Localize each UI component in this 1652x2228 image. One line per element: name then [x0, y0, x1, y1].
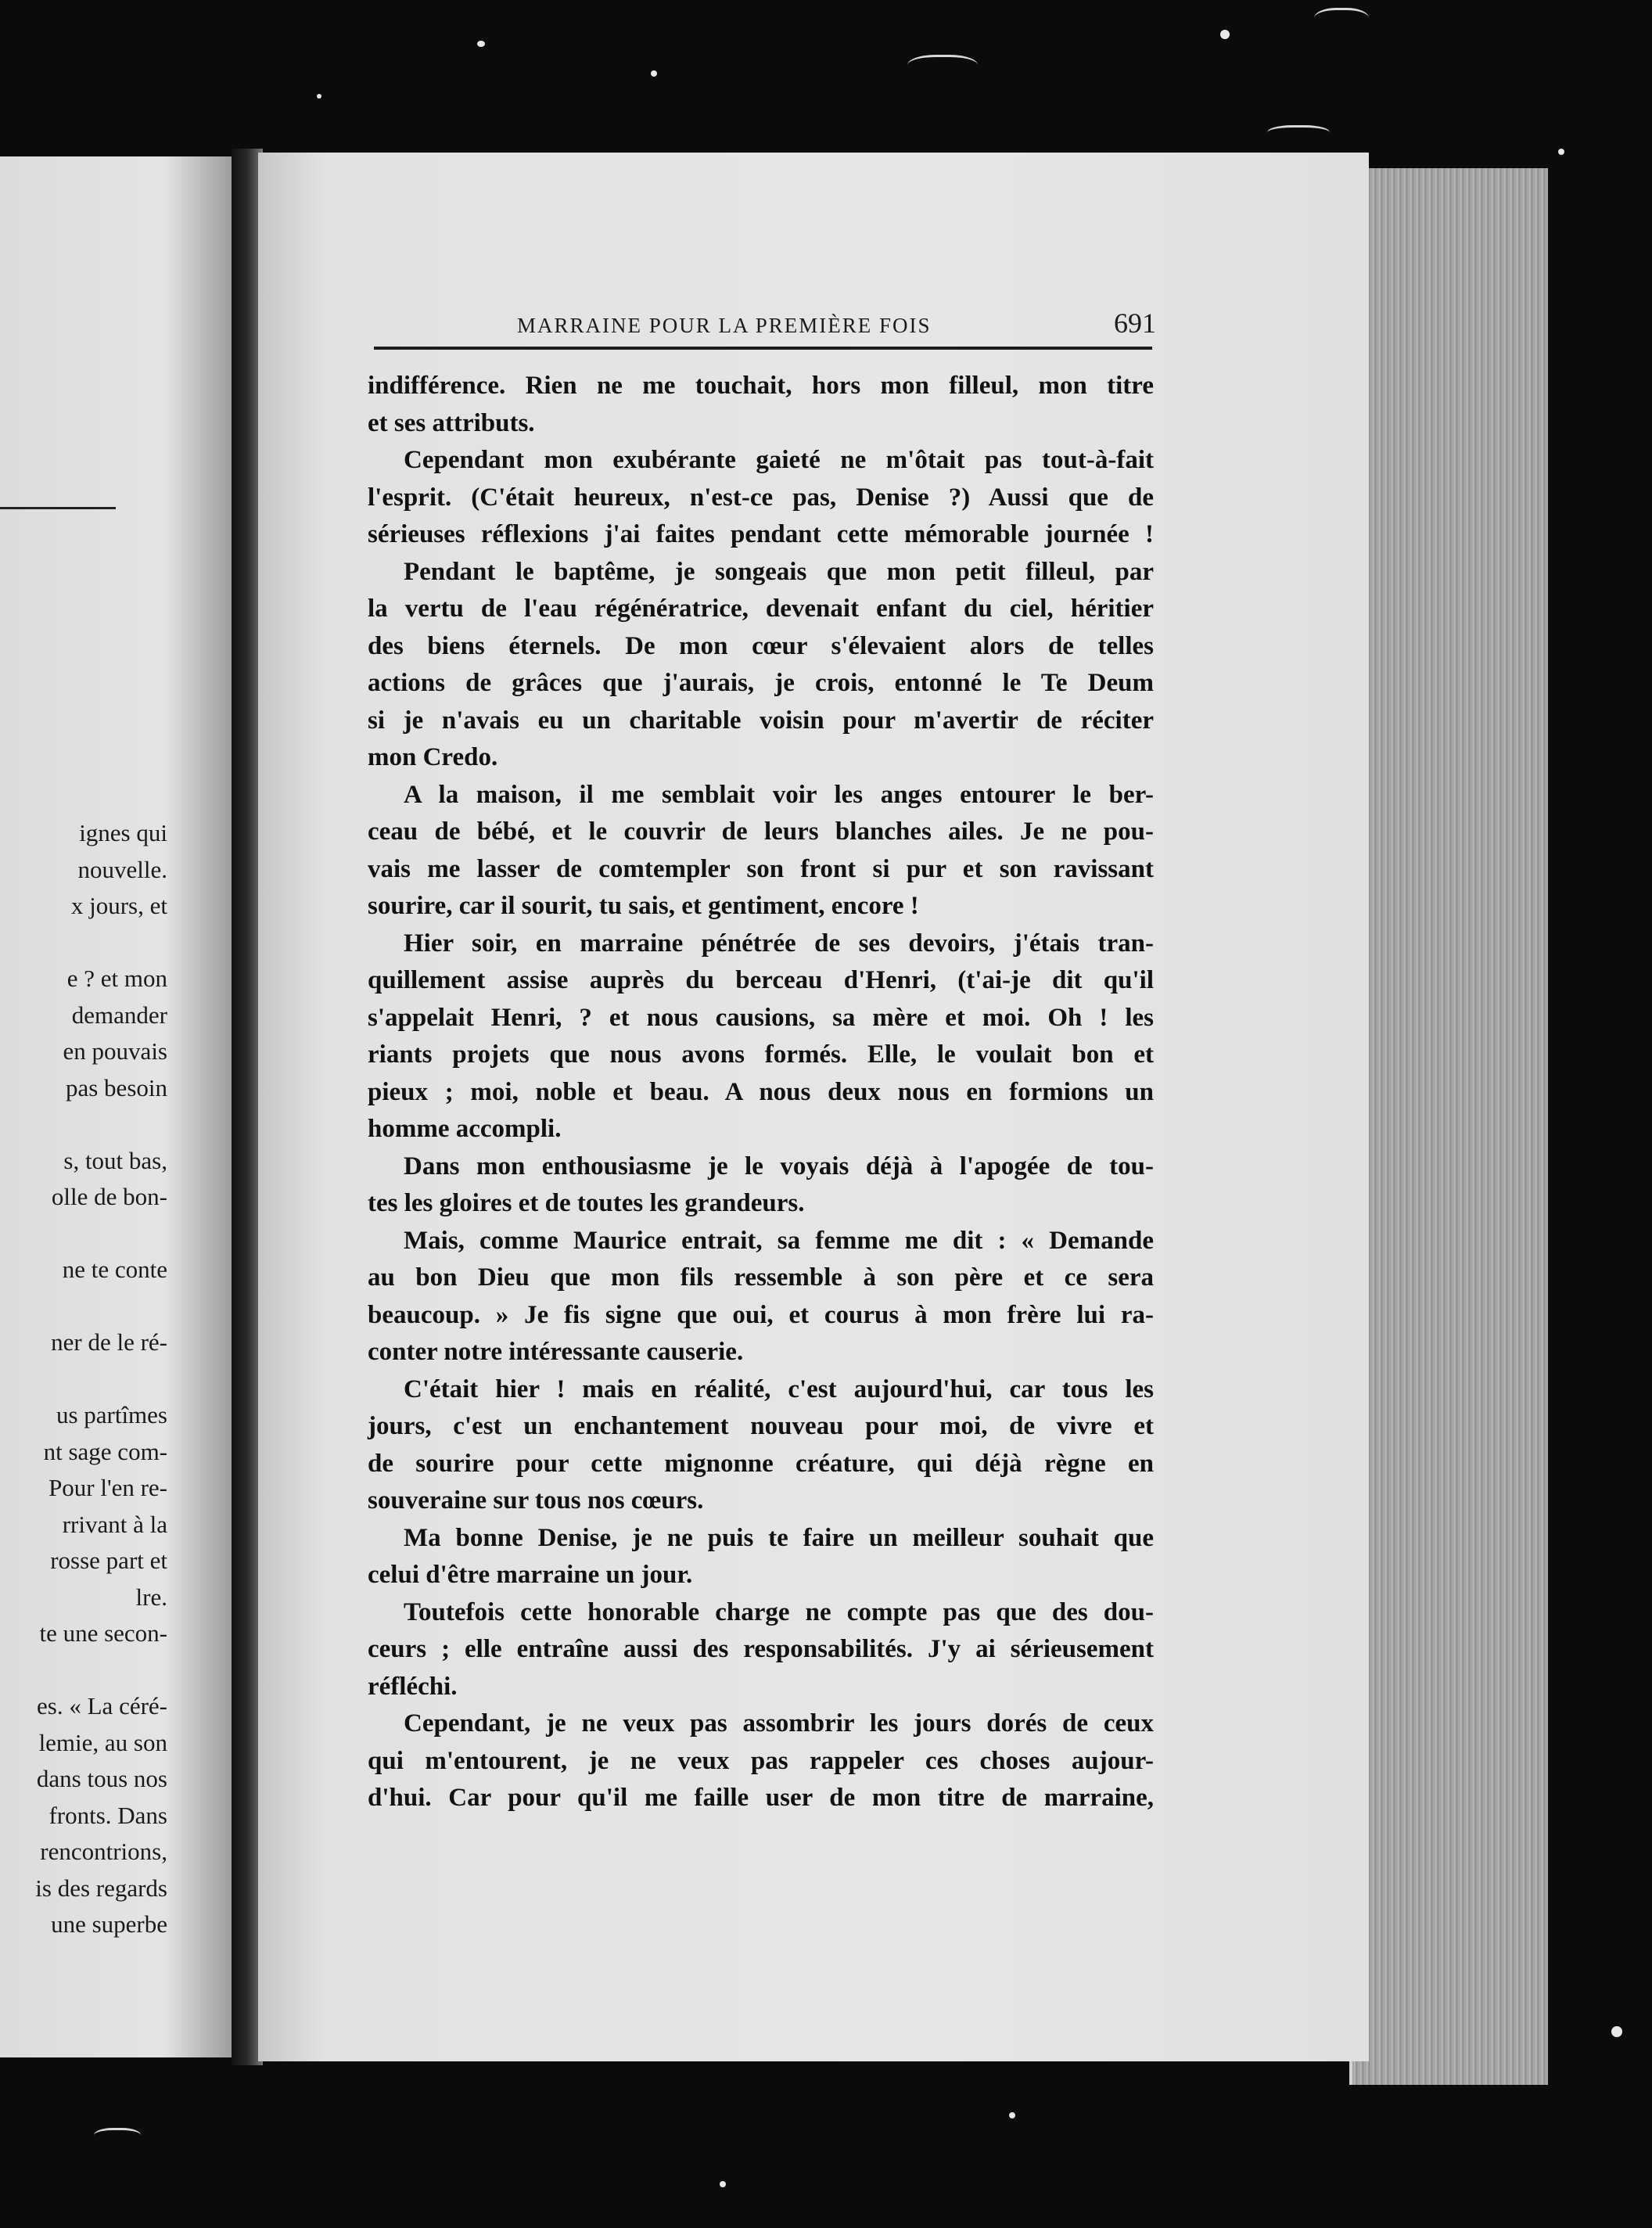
text-line: nt sage com-	[43, 1437, 167, 1465]
text-line: l'esprit. (C'était heureux, n'est-ce pas, Denise ?) Aussi que de	[368, 483, 1154, 512]
previous-page-header-rule	[0, 507, 116, 509]
text-line: jours, c'est un enchantement nouveau pour moi, de vivre et	[368, 1412, 1154, 1440]
text-line: souveraine sur tous nos cœurs.	[368, 1486, 704, 1515]
text-line: la vertu de l'eau régénératrice, devenait enfant du ciel, héritier	[368, 595, 1154, 623]
film-dust-speck	[1009, 2112, 1015, 2118]
film-scratch	[1267, 125, 1330, 143]
text-line: Ma bonne Denise, je ne puis te faire un meilleur souhait que	[404, 1523, 1154, 1552]
text-line: ignes qui	[79, 819, 167, 846]
text-line: ner de le ré-	[51, 1328, 167, 1356]
text-line	[35, 925, 167, 961]
text-line: de sourire pour cette mignonne créature, qui déjà règne en	[368, 1449, 1154, 1478]
text-line: C'était hier ! mais en réalité, c'est aujourd'hui, car tous les	[404, 1375, 1154, 1403]
text-line: is des regards	[35, 1874, 167, 1902]
text-line: A la maison, il me semblait voir les anges entourer le ber-	[404, 780, 1154, 809]
text-line: rrivant à la	[62, 1510, 167, 1538]
previous-page	[0, 156, 235, 2057]
text-line: des biens éternels. De mon cœur s'élevaient alors de telles	[368, 631, 1154, 660]
text-line: es. « La céré-	[37, 1692, 167, 1720]
text-line: et ses attributs.	[368, 408, 535, 437]
text-line: si je n'avais eu un charitable voisin pour m'avertir de réciter	[368, 706, 1154, 735]
text-line: celui d'être marraine un jour.	[368, 1561, 693, 1589]
text-line: x jours, et	[70, 892, 167, 919]
text-line: ceurs ; elle entraîne aussi des responsabilités. J'y ai sérieusement	[368, 1635, 1154, 1663]
text-line: fronts. Dans	[48, 1801, 167, 1829]
film-dust-speck	[477, 41, 485, 47]
text-line	[35, 1216, 167, 1252]
film-dust-speck	[651, 70, 657, 77]
text-line: qui m'entourent, je ne veux pas rappeler ces choses aujour-	[368, 1746, 1154, 1775]
text-line: quillement assise auprès du berceau d'Henri, (t'ai-je dit qu'il	[368, 966, 1154, 994]
text-line: mon Credo.	[368, 743, 498, 771]
text-line: s'appelait Henri, ? et nous causions, sa mère et moi. Oh ! les	[368, 1003, 1154, 1032]
text-line: indifférence. Rien ne me touchait, hors mon filleul, mon titre	[368, 372, 1154, 400]
film-scratch	[907, 55, 978, 81]
text-line: rencontrions,	[40, 1838, 167, 1865]
body-text	[368, 368, 1154, 1817]
film-dust-speck	[720, 2181, 726, 2187]
text-line: Dans mon enthousiasme je le voyais déjà à l'apogée de tou-	[404, 1152, 1154, 1180]
text-line: nouvelle.	[77, 855, 167, 883]
text-line: Mais, comme Maurice entrait, sa femme me dit : « Demande	[404, 1226, 1154, 1255]
text-line: Toutefois cette honorable charge ne compte pas que des dou-	[404, 1597, 1154, 1626]
text-line: en pouvais	[63, 1037, 167, 1065]
header-rule	[374, 347, 1152, 350]
film-dust-speck	[1220, 30, 1230, 39]
book-page-edges	[1349, 168, 1548, 2085]
text-line: te une secon-	[39, 1619, 167, 1647]
text-line: sourire, car il sourit, tu sais, et gentiment, encore !	[368, 892, 919, 920]
text-line: lemie, au son	[38, 1728, 167, 1756]
text-line: rosse part et	[50, 1547, 167, 1574]
film-dust-speck	[317, 94, 321, 99]
text-line: conter notre intéressante causerie.	[368, 1338, 744, 1366]
text-line: au bon Dieu que mon fils ressemble à son père et ce sera	[368, 1263, 1154, 1292]
text-line: s, tout bas,	[63, 1146, 167, 1174]
text-line: sérieuses réflexions j'ai faites pendant cette mémorable journée !	[368, 520, 1154, 548]
film-dust-speck	[1558, 149, 1564, 155]
text-line: vais me lasser de comtempler son front si pur et son ravissant	[368, 854, 1154, 883]
film-scratch	[1314, 8, 1369, 34]
text-line: Hier soir, en marraine pénétrée de ses devoirs, j'étais tran-	[404, 929, 1154, 958]
text-line: d'hui. Car pour qu'il me faille user de mon titre de marraine,	[368, 1784, 1154, 1812]
text-line: ne te conte	[62, 1256, 167, 1283]
previous-page-text	[35, 815, 167, 1943]
text-line	[35, 1652, 167, 1689]
text-line: homme accompli.	[368, 1115, 562, 1143]
text-line	[35, 1361, 167, 1398]
text-line: réfléchi.	[368, 1672, 458, 1701]
text-line: riants projets que nous avons formés. Elle, le voulait bon et	[368, 1040, 1154, 1069]
text-line: e ? et mon	[66, 965, 167, 992]
running-title: MARRAINE POUR LA PREMIÈRE FOIS	[517, 314, 932, 337]
text-line: tes les gloires et de toutes les grandeurs.	[368, 1189, 805, 1217]
text-line: dans tous nos	[36, 1765, 167, 1792]
text-line: beaucoup. » Je fis signe que oui, et courus à mon frère lui ra-	[368, 1300, 1154, 1329]
text-line: une superbe	[51, 1910, 167, 1938]
text-line: ceau de bébé, et le couvrir de leurs blanches ailes. Je ne pou-	[368, 818, 1154, 846]
text-line: lre.	[135, 1583, 167, 1611]
text-line: actions de grâces que j'aurais, je crois, entonné le Te Deum	[368, 669, 1154, 697]
film-scratch	[94, 2128, 141, 2146]
text-line: Pendant le baptême, je songeais que mon petit filleul, par	[404, 557, 1154, 586]
text-line: Cependant, je ne veux pas assombrir les jours dorés de ceux	[404, 1709, 1154, 1737]
running-header	[374, 307, 1156, 340]
text-line	[35, 1288, 167, 1325]
text-line	[35, 1106, 167, 1143]
text-line: Cependant mon exubérante gaieté ne m'ôtait pas tout-à-fait	[404, 446, 1154, 474]
text-line: pas besoin	[65, 1073, 167, 1101]
page-number: 691	[1114, 307, 1156, 339]
text-line: Pour l'en re-	[48, 1474, 167, 1501]
text-line: olle de bon-	[51, 1183, 167, 1210]
text-line: us partîmes	[56, 1401, 167, 1428]
text-line: pieux ; moi, noble et beau. A nous deux nous en formions un	[368, 1077, 1154, 1106]
text-line: demander	[71, 1001, 167, 1029]
film-dust-speck	[1611, 2026, 1622, 2037]
